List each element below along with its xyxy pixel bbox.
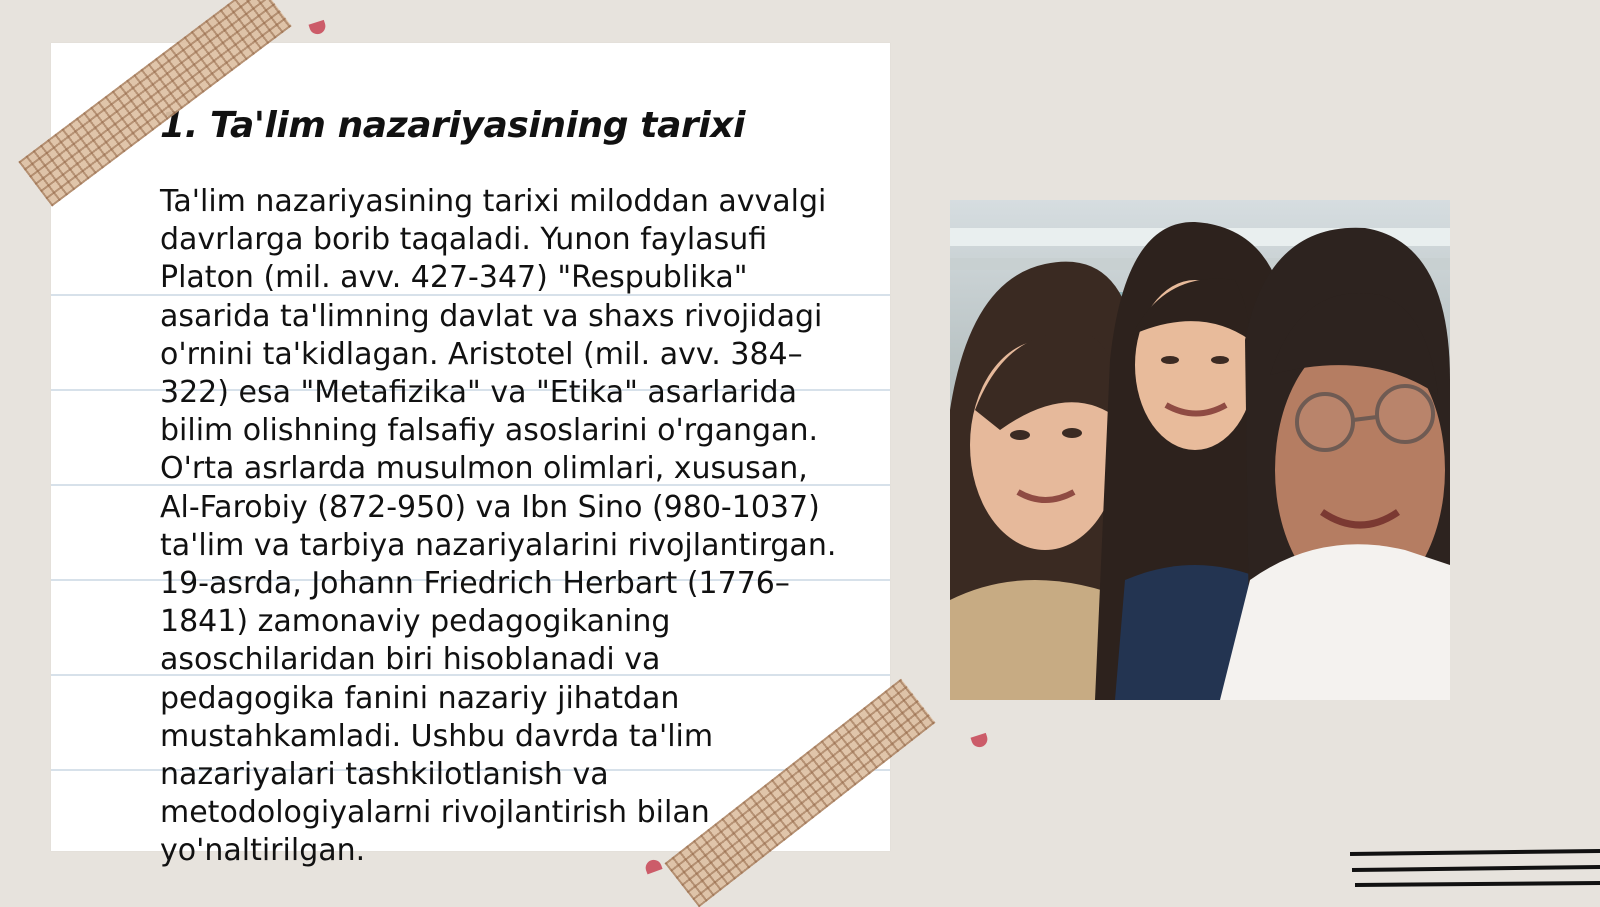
decorative-lines-icon xyxy=(1350,845,1600,895)
photo xyxy=(950,200,1450,700)
slide-title: 1. Ta'lim nazariyasining tarixi xyxy=(160,105,746,146)
pin-icon xyxy=(971,733,990,749)
group-selfie-image xyxy=(950,200,1450,700)
slide-body-text: Ta'lim nazariyasining tarixi miloddan avvalgi davrlarga borib taqaladi. Yunon faylasufi Platon (mil. avv. 427-347) "Respublika" asarida ta'limning davlat va shaxs rivojidagi o'rnini ta'kidlagan. Aristotel (mil. avv. 384–322) esa "Metafizika" va "Etika" asarlarida bilim olishning falsafiy asoslarini o'rgangan. O'rta asrlarda musulmon olimlari, xususan, Al-Farobiy (872-950) va Ibn Sino (980-1037) ta'lim va tarbiya nazariyalarini rivojlantirgan. 19-asrda, Johann Friedrich Herbart (1776–1841) zamonaviy pedagogikaning asoschilaridan biri hisoblanadi va pedagogika fanini nazariy jihatdan mustahkamladi. Ushbu davrda ta'lim nazariyalari tashkilotlanish va metodologiyalarni rivojlantirish bilan yo'naltirilgan. xyxy=(160,184,837,869)
pin-icon xyxy=(309,20,328,36)
